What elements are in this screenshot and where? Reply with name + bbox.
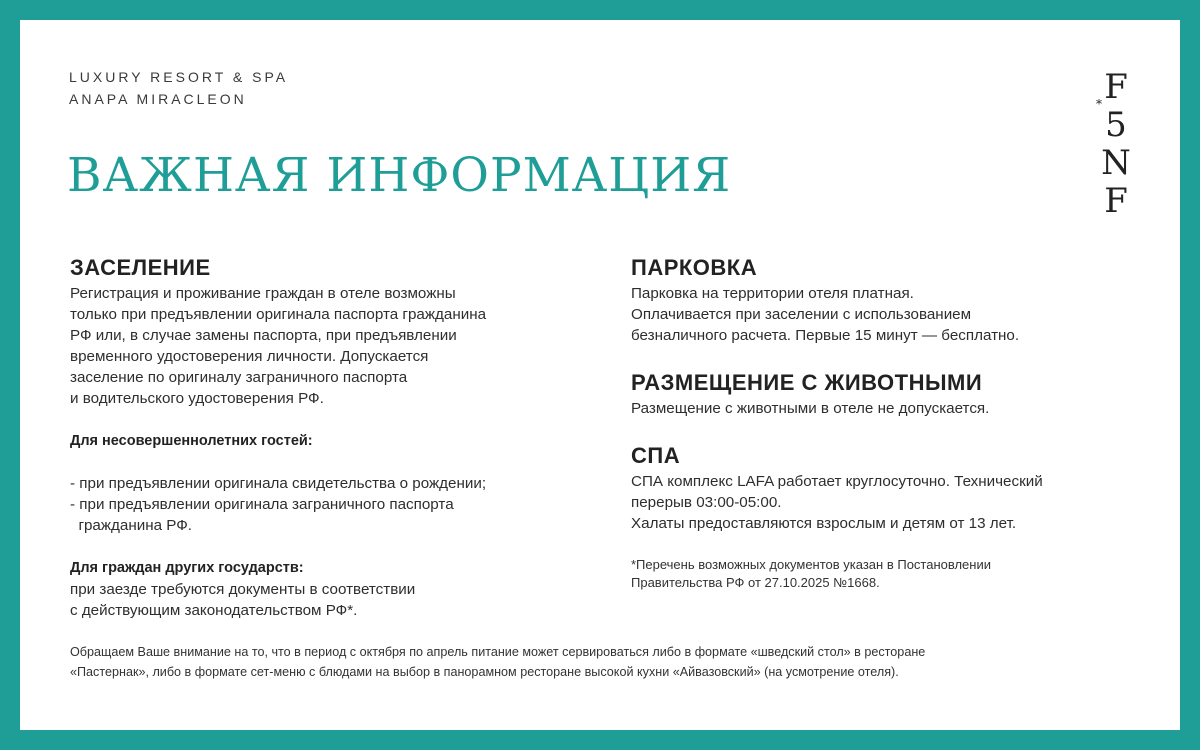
spa-section — [631, 441, 1151, 592]
text-line: Халаты предоставляются взрослым и детям от 13 лет. — [631, 515, 1017, 532]
text-line: только при предъявлении оригинала паспорта гражданина — [70, 306, 487, 323]
checkin-text — [70, 283, 570, 409]
text-line: при заезде требуются документы в соответствии — [70, 581, 416, 598]
footnote — [631, 556, 1151, 592]
right-column — [631, 253, 1151, 614]
brand-line-1: LUXURY RESORT & SPA — [69, 69, 289, 85]
text-line: *Перечень возможных документов указан в Постановлении — [631, 557, 991, 572]
logo-letter: N — [1101, 143, 1131, 183]
text-line: временного удостоверения личности. Допускается — [70, 348, 429, 365]
page-title: ВАЖНАЯ ИНФОРМАЦИЯ — [67, 148, 732, 203]
pets-text — [631, 398, 1151, 419]
hotel-logo — [1098, 68, 1134, 220]
foreigners-text — [70, 579, 570, 621]
info-card — [20, 20, 1180, 730]
minors-section — [70, 431, 570, 536]
left-column — [70, 253, 570, 643]
text-line: Оплачивается при заселении с использованием — [631, 306, 972, 323]
logo-letter: 5 — [1105, 105, 1127, 145]
logo-star: * — [1096, 97, 1102, 111]
checkin-section — [70, 253, 570, 409]
text-line: РФ или, в случае замены паспорта, при предъявлении — [70, 327, 457, 344]
foreigners-section — [70, 558, 570, 621]
spa-heading: СПА — [631, 443, 681, 468]
text-line: Обращаем Ваше внимание на то, что в период с октября по апрель питание может сервироваться либо в формате «шведский стол» в ресторане — [70, 645, 926, 659]
text-line: с действующим законодательством РФ*. — [70, 602, 358, 619]
checkin-heading: ЗАСЕЛЕНИЕ — [70, 255, 211, 280]
text-line: гражданина РФ. — [70, 517, 192, 534]
text-line: «Пастернак», либо в формате сет-меню с блюдами на выбор в панорамном ресторане высокой кухни «Айвазовский» (на усмотрение отеля). — [70, 665, 899, 679]
text-line: Правительства РФ от 27.10.2025 №1668. — [631, 575, 880, 590]
pets-heading: РАЗМЕЩЕНИЕ С ЖИВОТНЫМИ — [631, 370, 983, 395]
text-line: перерыв 03:00-05:00. — [631, 494, 782, 511]
text-line: СПА комплекс LAFA работает круглосуточно. Технический — [631, 473, 1043, 490]
foreigners-heading: Для граждан других государств: — [70, 560, 304, 576]
pets-section — [631, 368, 1151, 419]
brand-line-2: ANAPA MIRACLEON — [69, 91, 247, 107]
parking-text — [631, 283, 1151, 346]
parking-section — [631, 253, 1151, 346]
footer-note — [70, 642, 1140, 682]
text-line: Парковка на территории отеля платная. — [631, 285, 914, 302]
text-line: - при предъявлении оригинала свидетельства о рождении; — [70, 475, 487, 492]
spa-text — [631, 471, 1151, 534]
text-line: Размещение с животными в отеле не допускается. — [631, 400, 990, 417]
text-line: - при предъявлении оригинала заграничного паспорта — [70, 496, 454, 513]
logo-letter: F — [1104, 67, 1128, 107]
parking-heading: ПАРКОВКА — [631, 255, 758, 280]
minors-heading: Для несовершеннолетних гостей: — [70, 433, 313, 449]
text-line: и водительского удостоверения РФ. — [70, 390, 324, 407]
logo-letter: F — [1104, 181, 1128, 221]
text-line: безналичного расчета. Первые 15 минут — бесплатно. — [631, 327, 1020, 344]
text-line: Регистрация и проживание граждан в отеле возможны — [70, 285, 456, 302]
minors-text — [70, 452, 570, 536]
brand-block — [69, 66, 288, 110]
text-line: заселение по оригиналу заграничного паспорта — [70, 369, 408, 386]
